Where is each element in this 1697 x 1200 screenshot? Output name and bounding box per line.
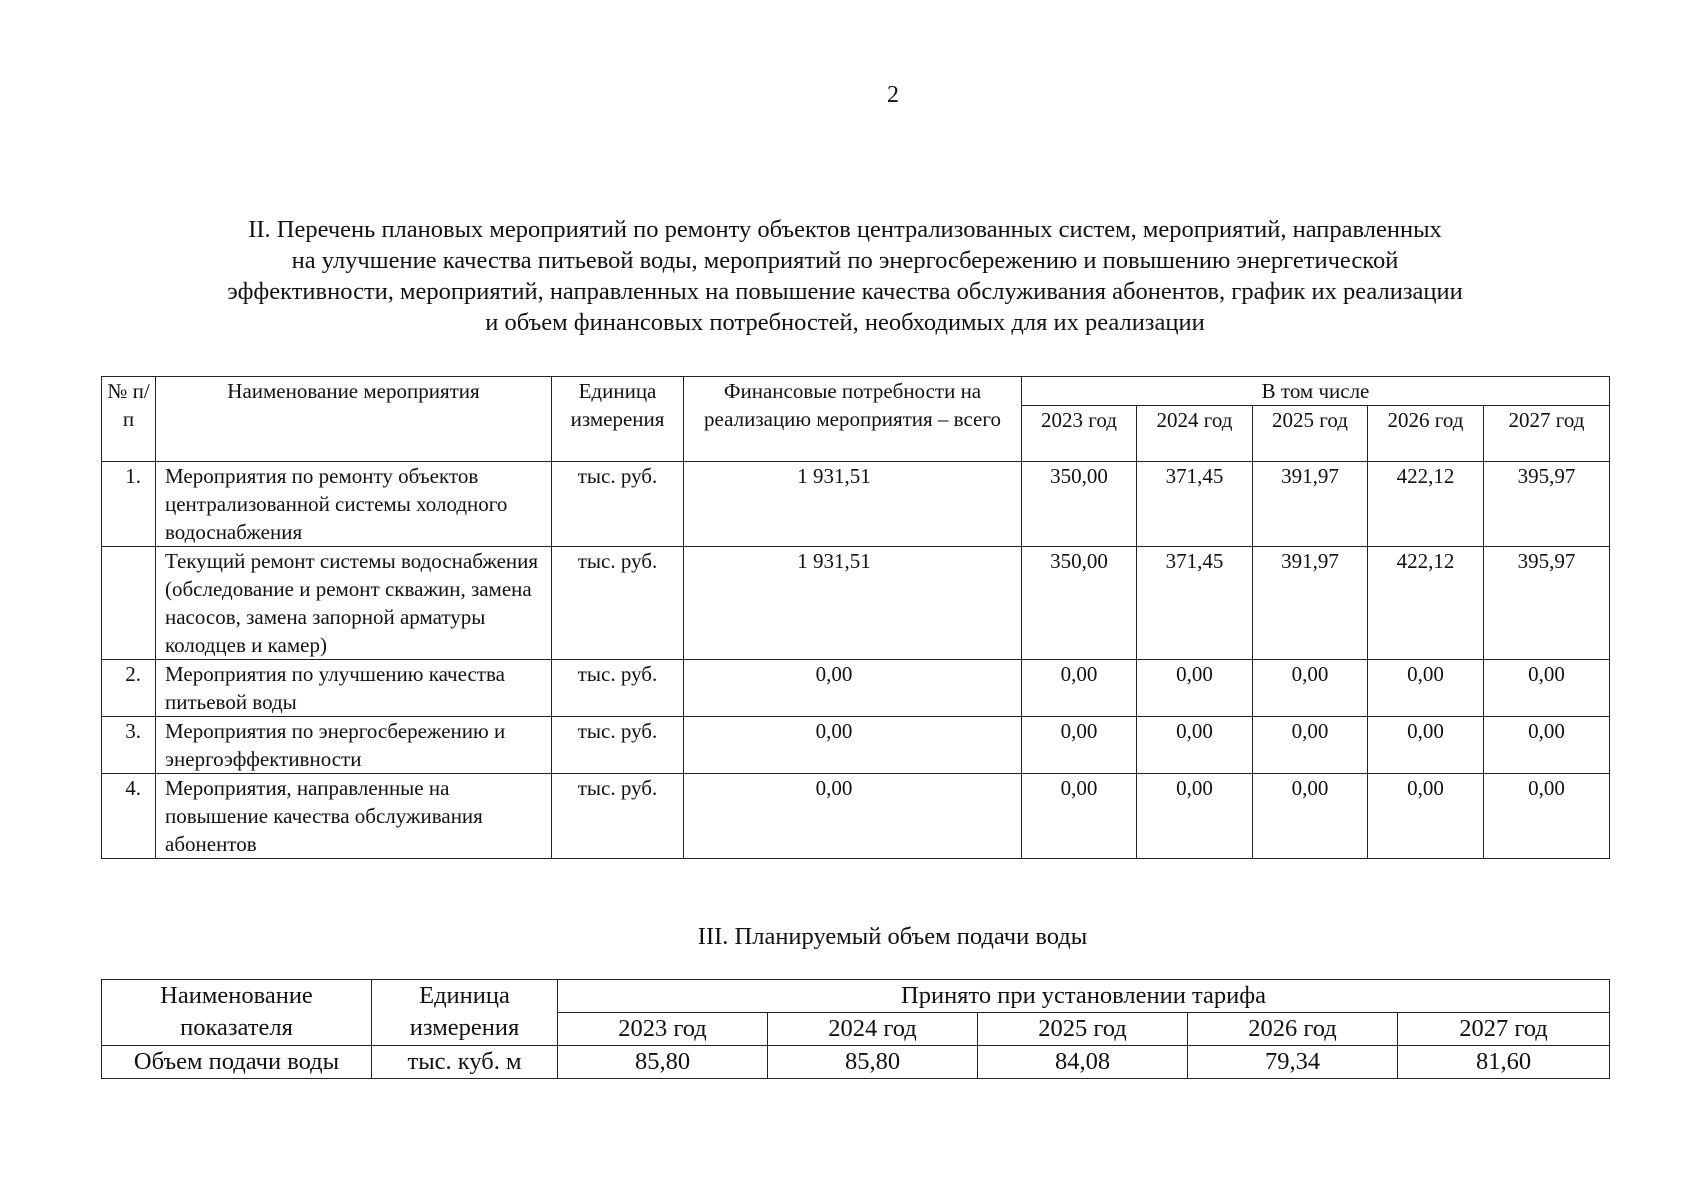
table-row — [102, 1046, 1610, 1079]
section-2-title — [110, 214, 1580, 338]
header-indicator: Наименование показателя — [102, 980, 372, 1046]
row-year-value: 350,00 — [1022, 547, 1137, 660]
row-year-value: 0,00 — [1253, 717, 1368, 774]
section-2-title-line: на улучшение качества питьевой воды, мероприятий по энергосбережению и повышению энергетической — [291, 247, 1399, 274]
row-year-value: 84,08 — [978, 1046, 1188, 1079]
row-year-value: 0,00 — [1137, 660, 1253, 717]
header-including: В том числе — [1022, 377, 1610, 406]
section-2-title-line: II. Перечень плановых мероприятий по ремонту объектов централизованных систем, мероприятий, направленных — [248, 216, 1442, 243]
page-number: 2 — [887, 82, 899, 108]
row-name: Мероприятия по улучшению качества питьевой воды — [156, 660, 552, 717]
section-2-title-line: и объем финансовых потребностей, необходимых для их реализации — [485, 309, 1205, 336]
row-year-value: 391,97 — [1253, 547, 1368, 660]
section-2-title-line: эффективности, мероприятий, направленных на повышение качества обслуживания абонентов, график их реализации — [227, 278, 1463, 305]
header-name: Наименование мероприятия — [156, 377, 552, 462]
row-unit: тыс. руб. — [552, 774, 684, 859]
row-year-value: 391,97 — [1253, 462, 1368, 547]
header-year: 2023 год — [558, 1013, 768, 1046]
row-year-value: 350,00 — [1022, 462, 1137, 547]
row-num: 3. — [102, 717, 156, 774]
row-year-value: 0,00 — [1137, 774, 1253, 859]
row-name: Мероприятия по энергосбережению и энергоэффективности — [156, 717, 552, 774]
row-year-value: 81,60 — [1398, 1046, 1610, 1079]
row-num: 2. — [102, 660, 156, 717]
row-year-value: 371,45 — [1137, 462, 1253, 547]
row-year-value: 0,00 — [1022, 717, 1137, 774]
row-year-value: 0,00 — [1368, 660, 1484, 717]
row-year-value: 395,97 — [1484, 547, 1610, 660]
header-year: 2024 год — [1137, 406, 1253, 462]
row-year-value: 85,80 — [768, 1046, 978, 1079]
water-supply-table — [101, 979, 1610, 1079]
row-year-value: 0,00 — [1253, 660, 1368, 717]
header-year: 2026 год — [1188, 1013, 1398, 1046]
section-3-title: III. Планируемый объем подачи воды — [697, 923, 1088, 950]
row-name: Мероприятия по ремонту объектов централизованной системы холодного водоснабжения — [156, 462, 552, 547]
row-year-value: 0,00 — [1253, 774, 1368, 859]
header-year: 2024 год — [768, 1013, 978, 1046]
table-row — [102, 717, 1610, 774]
row-year-value: 371,45 — [1137, 547, 1253, 660]
activities-table — [101, 376, 1610, 859]
row-year-value: 85,80 — [558, 1046, 768, 1079]
row-year-value: 0,00 — [1484, 717, 1610, 774]
header-finance: Финансовые потребности на реализацию мероприятия – всего — [684, 377, 1022, 462]
header-num: № п/п — [102, 377, 156, 462]
table-row — [102, 660, 1610, 717]
header-unit: Единица измерения — [372, 980, 558, 1046]
row-unit: тыс. руб. — [552, 547, 684, 660]
header-year: 2025 год — [978, 1013, 1188, 1046]
table-row — [102, 462, 1610, 547]
header-year: 2025 год — [1253, 406, 1368, 462]
row-unit: тыс. куб. м — [372, 1046, 558, 1079]
row-year-value: 0,00 — [1368, 774, 1484, 859]
header-accepted: Принято при установлении тарифа — [558, 980, 1610, 1013]
row-year-value: 395,97 — [1484, 462, 1610, 547]
row-total: 0,00 — [684, 660, 1022, 717]
header-year: 2027 год — [1398, 1013, 1610, 1046]
row-year-value: 0,00 — [1484, 660, 1610, 717]
header-unit: Единица измерения — [552, 377, 684, 462]
row-unit: тыс. руб. — [552, 717, 684, 774]
row-year-value: 0,00 — [1022, 774, 1137, 859]
table-header-row — [102, 377, 1610, 406]
table-row — [102, 774, 1610, 859]
header-year: 2026 год — [1368, 406, 1484, 462]
row-num: 1. — [102, 462, 156, 547]
row-year-value: 0,00 — [1137, 717, 1253, 774]
row-total: 0,00 — [684, 717, 1022, 774]
table-header-row — [102, 980, 1610, 1013]
header-year: 2027 год — [1484, 406, 1610, 462]
row-year-value: 0,00 — [1368, 717, 1484, 774]
row-year-value: 0,00 — [1484, 774, 1610, 859]
row-total: 1 931,51 — [684, 547, 1022, 660]
row-name: Мероприятия, направленные на повышение качества обслуживания абонентов — [156, 774, 552, 859]
row-total: 0,00 — [684, 774, 1022, 859]
row-year-value: 0,00 — [1022, 660, 1137, 717]
row-year-value: 79,34 — [1188, 1046, 1398, 1079]
row-name: Текущий ремонт системы водоснабжения (обследование и ремонт скважин, замена насосов, замена запорной арматуры колодцев и камер) — [156, 547, 552, 660]
row-total: 1 931,51 — [684, 462, 1022, 547]
row-year-value: 422,12 — [1368, 462, 1484, 547]
header-year: 2023 год — [1022, 406, 1137, 462]
row-num: 4. — [102, 774, 156, 859]
row-year-value: 422,12 — [1368, 547, 1484, 660]
row-name: Объем подачи воды — [102, 1046, 372, 1079]
row-unit: тыс. руб. — [552, 462, 684, 547]
row-unit: тыс. руб. — [552, 660, 684, 717]
row-num — [102, 547, 156, 660]
table-row — [102, 547, 1610, 660]
